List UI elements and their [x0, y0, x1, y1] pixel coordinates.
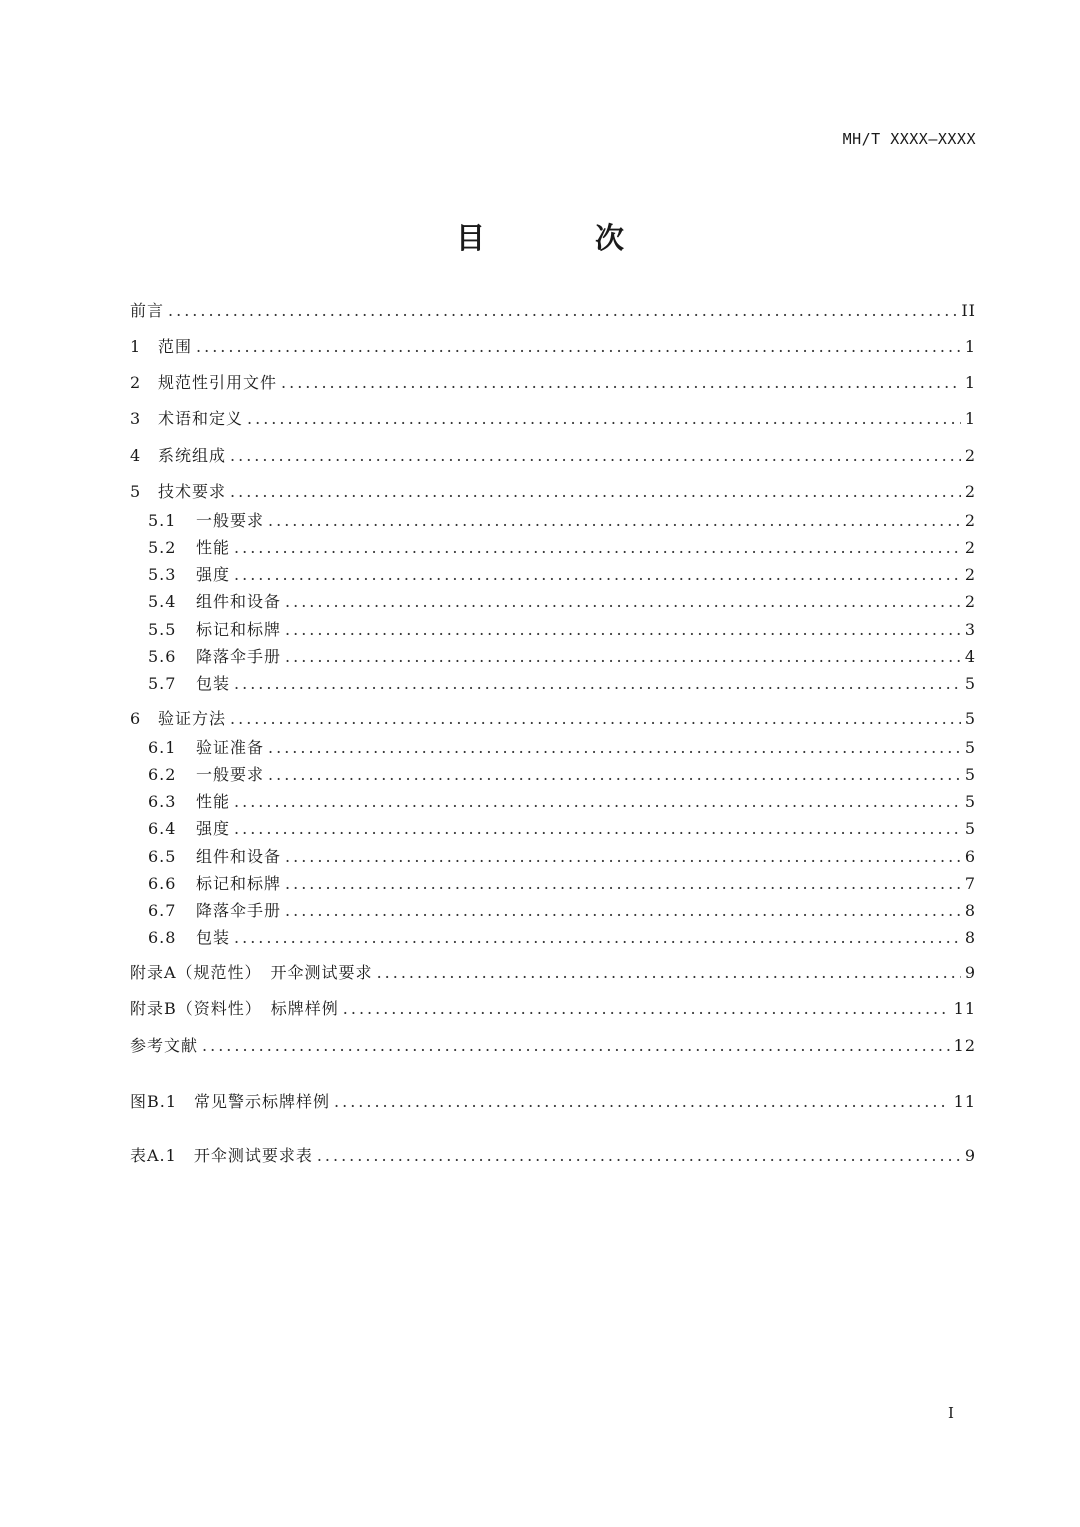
toc-entry-page: II: [961, 301, 976, 320]
toc-entry-page: 5: [964, 674, 976, 693]
toc-entry-number: 6.7: [148, 901, 177, 920]
toc-entry-appendix-a[interactable]: [130, 961, 976, 985]
toc-leader-dots: [334, 1090, 950, 1114]
toc-entry-label: 术语和定义: [158, 409, 244, 428]
toc-entry-label: 包装: [196, 674, 231, 693]
toc-entry-page: 1: [964, 337, 976, 356]
toc-entry-page: 2: [964, 482, 976, 501]
toc-entry-number: 6.8: [148, 928, 177, 947]
toc-entry-number: 6.3: [148, 792, 177, 811]
toc-entry-label: 参考文献: [130, 1036, 199, 1055]
toc-entry-page: 9: [964, 963, 976, 982]
toc-entry-6-2[interactable]: [148, 763, 976, 787]
toc-entry-label: 验证方法: [158, 709, 227, 728]
toc-entry-page: 12: [953, 1036, 976, 1055]
toc-entry-label: 规范性引用文件: [158, 373, 278, 392]
toc-entry-label: 降落伞手册: [196, 901, 282, 920]
toc-entry-label: 一般要求: [196, 511, 265, 530]
toc-leader-dots: [234, 536, 961, 560]
toc-entry-foreword[interactable]: [130, 299, 976, 323]
toc-entry-number: 4: [130, 446, 141, 465]
toc-leader-dots: [268, 763, 961, 787]
toc-entry-table-a1[interactable]: [130, 1144, 976, 1168]
toc-entry-number: 5: [130, 482, 141, 501]
toc-leader-dots: [168, 299, 957, 323]
toc-leader-dots: [285, 845, 961, 869]
toc-entry-number: 5.5: [148, 620, 177, 639]
toc-entry-label: 降落伞手册: [196, 647, 282, 666]
toc-entry-label: 强度: [196, 819, 231, 838]
toc-entry-label: 性能: [196, 792, 231, 811]
toc-entry-references[interactable]: [130, 1034, 976, 1058]
toc-entry-page: 2: [964, 538, 976, 557]
toc-entry-appendix-b[interactable]: [130, 997, 976, 1021]
toc-entry-number: 6.4: [148, 819, 177, 838]
toc-leader-dots: [202, 1034, 950, 1058]
toc-entry-4[interactable]: [130, 444, 976, 468]
toc-leader-dots: [230, 707, 961, 731]
page-title: 目 次: [455, 221, 675, 255]
toc-leader-dots: [234, 817, 961, 841]
toc-entry-number: 6.6: [148, 874, 177, 893]
toc-leader-dots: [317, 1144, 961, 1168]
toc-entry-page: 8: [964, 901, 976, 920]
toc-entry-label: 性能: [196, 538, 231, 557]
toc-entry-label: 附录A（规范性） 开伞测试要求: [130, 963, 373, 982]
toc-entry-label: 图B.1 常见警示标牌样例: [130, 1092, 331, 1111]
toc-leader-dots: [234, 790, 961, 814]
toc-entry-label: 前言: [130, 301, 165, 320]
page-number: I: [948, 1404, 954, 1422]
toc-entry-number: 1: [130, 337, 141, 356]
toc-entry-6-8[interactable]: [148, 926, 976, 950]
toc-entry-6-4[interactable]: [148, 817, 976, 841]
toc-entry-page: 5: [964, 792, 976, 811]
toc-leader-dots: [230, 480, 961, 504]
toc-entry-1[interactable]: [130, 335, 976, 359]
toc-entry-label: 验证准备: [196, 738, 265, 757]
toc-entry-number: 2: [130, 373, 141, 392]
toc-leader-dots: [268, 736, 961, 760]
toc-entry-page: 11: [953, 999, 976, 1018]
toc-leader-dots: [281, 371, 961, 395]
toc-entry-number: 5.7: [148, 674, 177, 693]
toc-entry-5-6[interactable]: [148, 645, 976, 669]
toc-entry-number: 5.2: [148, 538, 177, 557]
toc-entry-label: 表A.1 开伞测试要求表: [130, 1146, 313, 1165]
document-code: MH/T XXXX—XXXX: [842, 130, 976, 148]
toc-entry-page: 1: [964, 373, 976, 392]
toc-entry-page: 4: [964, 647, 976, 666]
toc-entry-label: 包装: [196, 928, 231, 947]
toc-leader-dots: [230, 444, 961, 468]
toc-leader-dots: [285, 618, 961, 642]
toc-entry-page: 5: [964, 765, 976, 784]
toc-entry-2[interactable]: [130, 371, 976, 395]
toc-entry-page: 1: [964, 409, 976, 428]
toc-leader-dots: [268, 509, 961, 533]
toc-entry-page: 5: [964, 738, 976, 757]
toc-entry-page: 6: [964, 847, 976, 866]
toc-leader-dots: [285, 645, 961, 669]
toc-leader-dots: [234, 563, 961, 587]
toc-leader-dots: [196, 335, 961, 359]
toc-entry-number: 5.6: [148, 647, 177, 666]
toc-entry-label: 范围: [158, 337, 193, 356]
toc-entry-number: 5.1: [148, 511, 177, 530]
toc-entry-3[interactable]: [130, 407, 976, 431]
toc-entry-label: 系统组成: [158, 446, 227, 465]
toc-leader-dots: [377, 961, 961, 985]
toc-entry-6-7[interactable]: [148, 899, 976, 923]
toc-entry-figure-b1[interactable]: [130, 1090, 976, 1114]
toc-entry-5-5[interactable]: [148, 618, 976, 642]
toc-entry-5-1[interactable]: [148, 509, 976, 533]
toc-entry-page: 11: [953, 1092, 976, 1111]
toc-entry-5[interactable]: [130, 480, 976, 504]
toc-leader-dots: [285, 899, 961, 923]
toc-entry-number: 3: [130, 409, 141, 428]
toc-entry-page: 2: [964, 592, 976, 611]
toc-entry-number: 6.5: [148, 847, 177, 866]
toc-entry-page: 8: [964, 928, 976, 947]
toc-entry-number: 6.1: [148, 738, 177, 757]
toc-entry-6-6[interactable]: [148, 872, 976, 896]
toc-entry-6[interactable]: [130, 707, 976, 731]
toc-entry-label: 附录B（资料性） 标牌样例: [130, 999, 339, 1018]
toc-entry-label: 标记和标牌: [196, 874, 282, 893]
toc-entry-number: 5.3: [148, 565, 177, 584]
toc-entry-page: 2: [964, 446, 976, 465]
toc-entry-label: 一般要求: [196, 765, 265, 784]
toc-entry-5-2[interactable]: [148, 536, 976, 560]
toc-leader-dots: [285, 590, 961, 614]
toc-entry-6-1[interactable]: [148, 736, 976, 760]
toc-entry-5-3[interactable]: [148, 563, 976, 587]
toc-leader-dots: [234, 926, 961, 950]
toc-entry-number: 6: [130, 709, 141, 728]
toc-entry-label: 技术要求: [158, 482, 227, 501]
toc-entry-page: 5: [964, 709, 976, 728]
toc-entry-label: 强度: [196, 565, 231, 584]
toc-entry-page: 3: [964, 620, 976, 639]
toc-leader-dots: [247, 407, 961, 431]
toc-entry-page: 2: [964, 565, 976, 584]
toc-entry-6-5[interactable]: [148, 845, 976, 869]
toc-entry-6-3[interactable]: [148, 790, 976, 814]
toc-entry-label: 标记和标牌: [196, 620, 282, 639]
toc-entry-label: 组件和设备: [196, 847, 282, 866]
toc-leader-dots: [285, 872, 961, 896]
toc-entry-5-7[interactable]: [148, 672, 976, 696]
toc-leader-dots: [343, 997, 950, 1021]
toc-entry-5-4[interactable]: [148, 590, 976, 614]
toc-entry-page: 5: [964, 819, 976, 838]
toc-leader-dots: [234, 672, 961, 696]
toc-entry-page: 2: [964, 511, 976, 530]
toc-entry-number: 5.4: [148, 592, 177, 611]
toc-entry-number: 6.2: [148, 765, 177, 784]
toc-entry-page: 9: [964, 1146, 976, 1165]
toc-entry-label: 组件和设备: [196, 592, 282, 611]
toc-entry-page: 7: [964, 874, 976, 893]
